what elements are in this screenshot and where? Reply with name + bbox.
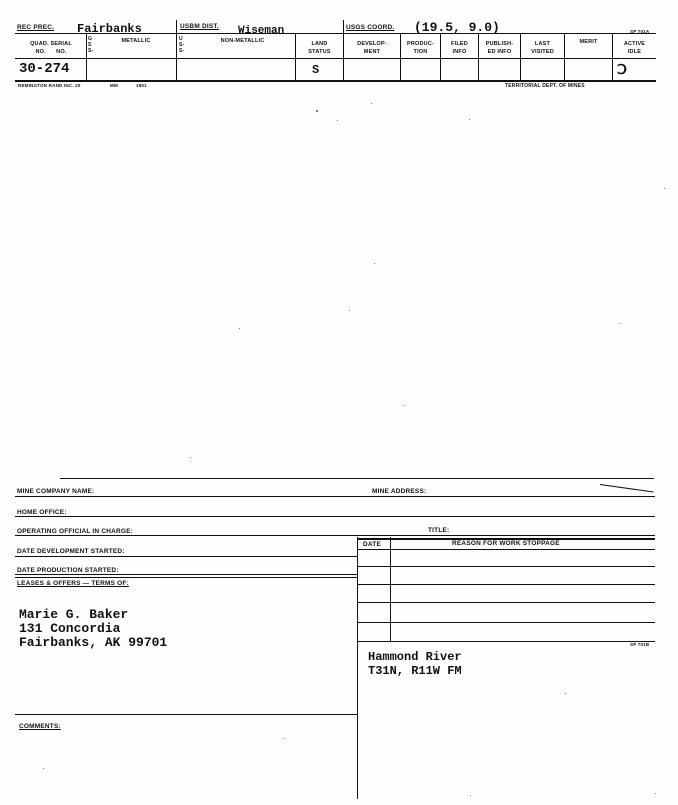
scan-speck	[316, 110, 318, 112]
scan-speck	[620, 323, 621, 324]
location-township: T31N, R11W FM	[368, 664, 462, 678]
location-name: Hammond River	[368, 650, 462, 664]
quad-serial-value: 30-274	[19, 61, 70, 77]
scan-speck	[371, 103, 372, 104]
divider	[357, 641, 655, 642]
scan-speck	[283, 738, 284, 739]
mine-company-name-label: MINE COMPANY NAME:	[17, 488, 95, 495]
header-mid-rule	[15, 58, 656, 59]
imprint-code-1: MM	[110, 83, 118, 88]
divider	[15, 714, 357, 715]
scan-speck	[404, 405, 405, 406]
date-development-started-label: DATE DEVELOPMENT STARTED:	[17, 548, 125, 555]
scan-speck	[337, 120, 338, 121]
col-development: DEVELOP- MENT	[357, 41, 387, 55]
divider	[15, 496, 655, 497]
home-office-label: HOME OFFICE:	[17, 509, 67, 516]
divider	[176, 20, 177, 80]
col-filed-info: FILED INFO	[451, 41, 468, 55]
usgs-coord-label: USGS COORD.	[346, 24, 395, 31]
divider	[357, 602, 655, 603]
active-idle-value: Ↄ	[617, 63, 627, 79]
divider	[15, 556, 357, 557]
reason-column-header: REASON FOR WORK STOPPAGE	[452, 540, 560, 547]
scan-speck	[349, 310, 350, 311]
department-imprint: TERRITORIAL DEPT. OF MINES	[505, 83, 585, 89]
form-code-top: SP 701A	[630, 29, 650, 34]
col-active-idle: ACTIVE IDLE	[623, 41, 646, 55]
owner-name: Marie G. Baker	[19, 607, 129, 622]
divider	[86, 34, 87, 80]
land-status-value: S	[312, 63, 320, 77]
mine-address-label: MINE ADDRESS:	[372, 488, 427, 495]
date-column-header: DATE	[363, 541, 382, 548]
form-code-bottom: SP 701B	[630, 642, 650, 647]
imprint-code-2: 1901	[136, 83, 147, 88]
scan-speck	[655, 793, 656, 794]
divider	[600, 484, 654, 493]
divider	[357, 537, 358, 799]
col-production: PRODUC- TION	[406, 41, 435, 55]
scan-speck	[565, 693, 566, 694]
title-label: TITLE:	[428, 527, 450, 534]
owner-street: 131 Concordia	[19, 621, 121, 636]
col-land-status: LAND STATUS	[308, 41, 331, 55]
col-metallic-prefix: G S S-	[88, 36, 94, 54]
rec-prec-value: Fairbanks	[77, 22, 142, 36]
scan-speck	[469, 119, 470, 120]
scan-speck	[239, 328, 240, 329]
usbm-dist-label: USBM DIST.	[180, 23, 219, 30]
divider	[15, 577, 357, 578]
leases-offers-label: LEASES & OFFERS — TERMS OF:	[17, 580, 129, 587]
scan-speck	[470, 795, 471, 796]
divider	[15, 574, 357, 575]
scan-speck	[374, 263, 375, 264]
comments-label: COMMENTS:	[19, 723, 61, 730]
divider	[357, 584, 655, 585]
usgs-coord-value: (19.5, 9.0)	[414, 20, 500, 35]
scan-speck	[664, 188, 665, 189]
header-bottom-rule	[15, 80, 656, 82]
scan-speck	[43, 768, 44, 769]
divider	[357, 549, 655, 550]
operating-official-label: OPERATING OFFICIAL IN CHARGE:	[17, 528, 134, 535]
divider	[357, 622, 655, 623]
col-last-visited: LAST VISITED	[531, 41, 554, 55]
col-quad-serial: QUAD. SERIAL NO. NO.	[30, 41, 72, 55]
scan-speck	[190, 457, 191, 458]
divider	[15, 516, 655, 517]
divider	[390, 537, 391, 641]
rec-prec-label: REC PREC.	[17, 24, 55, 31]
divider	[15, 535, 655, 536]
divider	[357, 566, 655, 567]
printer-imprint: REMINGTON RAND INC. 20	[18, 83, 81, 88]
col-merit: MERIT	[579, 39, 598, 45]
divider	[60, 478, 654, 479]
col-published-info: PUBLISH- ED INFO	[485, 41, 514, 55]
usbm-dist-value: Wiseman	[238, 25, 285, 33]
col-non-metallic: NON-METALLIC	[220, 38, 265, 44]
date-production-started-label: DATE PRODUCTION STARTED:	[17, 567, 119, 574]
col-non-metallic-prefix: U S- S-	[179, 36, 185, 54]
col-metallic: METALLIC	[121, 38, 151, 44]
owner-city: Fairbanks, AK 99701	[19, 635, 168, 650]
